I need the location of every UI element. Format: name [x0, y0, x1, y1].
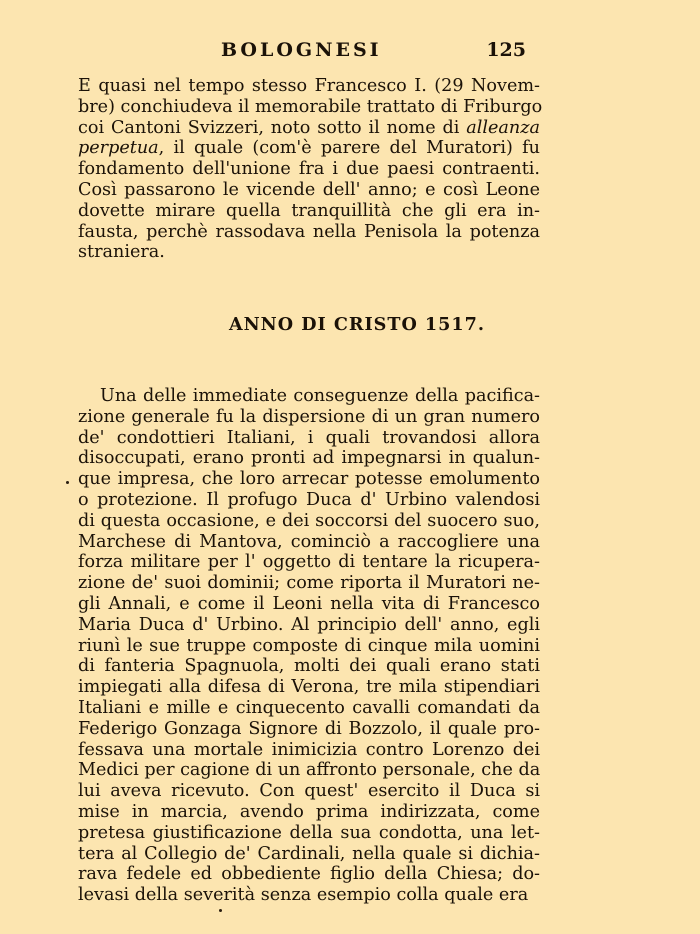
text-line: forza militare per l' oggetto di tentare la ricupera-: [78, 552, 540, 573]
text-line: dovette mirare quella tranquillità che gli era in-: [78, 200, 540, 221]
text-line: perpetua, il quale (com'è parere del Muratori) fu: [78, 138, 540, 159]
running-title: BOLOGNESI: [221, 39, 382, 61]
text-line: Medici per cagione di un affronto personale, che da: [78, 760, 541, 781]
text-line: pretesa giustificazione della sua condotta, una let-: [78, 822, 540, 843]
running-head: [78, 37, 540, 63]
text-line: lui aveva ricevuto. Con quest' esercito il Duca si: [78, 781, 540, 802]
text-line: coi Cantoni Svizzeri, noto sotto il nome di alleanza: [78, 117, 540, 138]
text-line: E quasi nel tempo stesso Francesco I. (29 Novem-: [78, 76, 540, 96]
text-line: disoccupati, erano pronti ad impegnarsi in qualun-: [78, 448, 540, 469]
text-line: tera al Collegio de' Cardinali, nella quale si dichia-: [78, 843, 540, 864]
text-line: o protezione. Il profugo Duca d' Urbino valendosi: [78, 490, 540, 510]
text-line: levasi della severità senza esempio colla quale era: [78, 885, 529, 906]
ink-speck: [66, 481, 69, 484]
page-number: 125: [486, 39, 526, 61]
text-line: de' condottieri Italiani, i quali trovandosi allora: [78, 427, 540, 448]
text-line: zione de' suoi dominii; come riporta il Muratori ne-: [78, 573, 540, 594]
text-line: riunì le sue truppe composte di cinque mila uomini: [78, 635, 540, 656]
ink-speck: [219, 909, 222, 912]
text-line: fondamento dell'unione fra i due paesi contraenti.: [78, 159, 540, 180]
text-line: bre) conchiudeva il memorabile trattato di Friburgo: [78, 96, 543, 117]
text-line: Maria Duca d' Urbino. Al principio dell' anno, egli: [78, 614, 540, 635]
text-line: straniera.: [78, 242, 165, 263]
text-line: Una delle immediate conseguenze della pacifica-: [100, 386, 540, 406]
text-line: Così passarono le vicende dell' anno; e così Leone: [78, 180, 540, 200]
text-line: fessava una mortale inimicizia contro Lorenzo dei: [78, 739, 540, 760]
text-line: impiegati alla difesa di Verona, tre mila stipendiari: [78, 677, 540, 698]
text-line: mise in marcia, avendo prima indirizzata, come: [78, 802, 540, 822]
text-line: Italiani e mille e cinquecento cavalli comandati da: [78, 698, 540, 718]
text-line: zione generale fu la dispersione di un gran numero: [78, 406, 540, 427]
text-line: di fanteria Spagnuola, molti dei quali erano stati: [78, 656, 540, 677]
text-line: que impresa, che loro arrecar potesse emolumento: [78, 469, 540, 490]
text-line: rava fedele ed obbediente figlio della Chiesa; do-: [78, 864, 540, 885]
text-line: fausta, perchè rassodava nella Penisola la potenza: [78, 221, 540, 242]
text-line: Federigo Gonzaga Signore di Bozzolo, il quale pro-: [78, 718, 540, 739]
text-line: gli Annali, e come il Leoni nella vita di Francesco: [78, 594, 540, 614]
section-heading: ANNO DI CRISTO 1517.: [228, 314, 486, 335]
text-line: di questa occasione, e dei soccorsi del suocero suo,: [78, 510, 540, 531]
text-line: Marchese di Mantova, cominciò a raccogliere una: [78, 531, 540, 552]
